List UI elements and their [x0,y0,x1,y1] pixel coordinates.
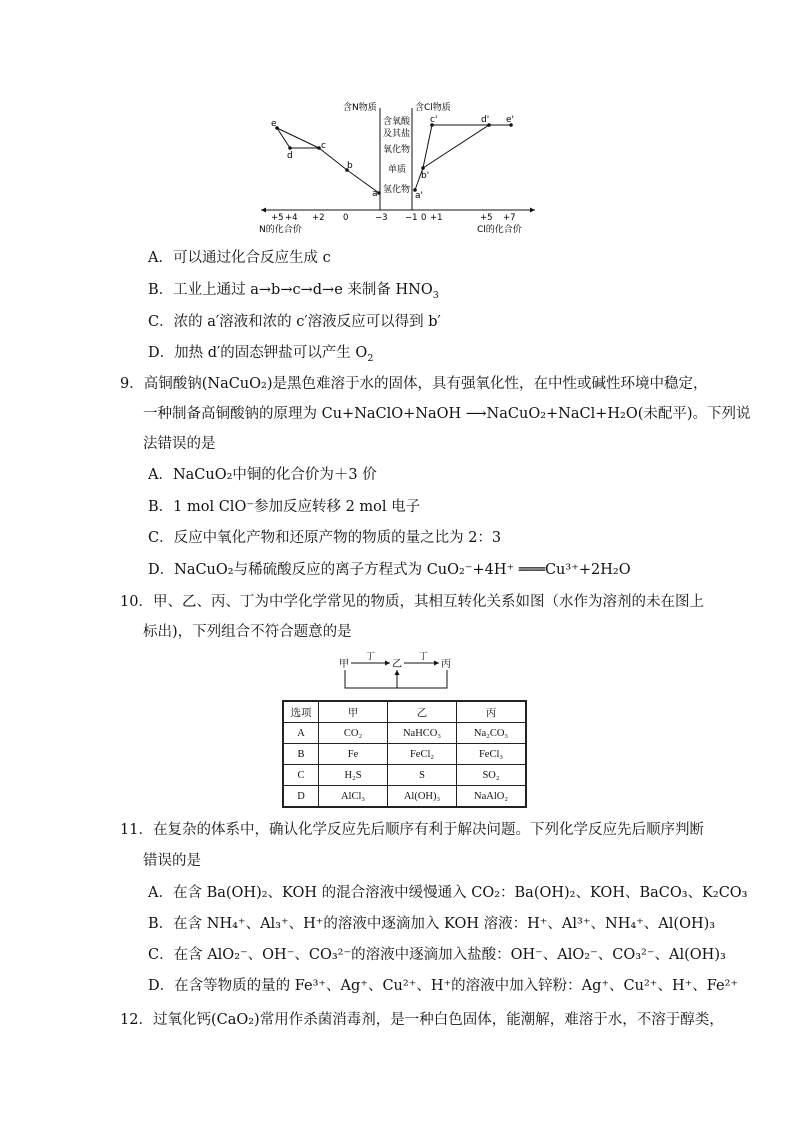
q9-option-d: D．NaCuO₂与稀硫酸反应的离子方程式为 CuO₂⁻+4H⁺ ═══Cu³⁺+2H₂O [148,562,631,578]
q9-stem-line2: 一种制备高铜酸钠的原理为 Cu+NaClO+NaOH ⟶NaCuO₂+NaCl+H₂O(未配平)。下列说 [143,406,751,422]
tick-cl-minus1: −1 [405,213,418,223]
flow-reagent-1: 丁 [366,652,376,662]
n-triangle-edc [277,128,319,148]
label-b-prime: b' [421,171,430,181]
axis-left-arrow [261,208,266,213]
q11-stem-line2: 错误的是 [143,853,201,869]
valence-class-diagram [255,98,545,238]
table-row [283,744,526,765]
band-label-oxyacid: 含氧酸 [383,117,411,127]
table-cell: NaAlO₂ [457,786,527,808]
conversion-flow-diagram [335,650,460,695]
q9-stem-line1: 9．高铜酸钠(NaCuO₂)是黑色难溶于水的固体，具有强氧化性，在中性或碱性环境中稳定， [120,376,708,392]
table-cell: Al(OH)₃ [388,786,457,808]
cl-header: 含Cl物质 [415,103,451,113]
band-label-element: 单质 [388,165,407,175]
table-cell: A [283,723,319,744]
cl-axis-label: Cl的化合价 [477,225,522,235]
table-cell: NaHCO₃ [388,723,457,744]
point-a [377,191,381,195]
q11-option-a: A．在含 Ba(OH)₂、KOH 的混合溶液中缓慢通入 CO₂：Ba(OH)₂、KOH、BaCO₃、K₂CO₃ [148,885,748,901]
q8-option-d-text: D．加热 d′的固态钾盐可以产生 O [148,345,368,361]
n-header: 含N物质 [343,103,377,113]
tick-cl-plus7: +7 [503,213,516,223]
table-header-cell: 丙 [457,701,527,723]
flow-node-c: 丙 [441,659,451,670]
label-e-prime: e' [506,115,515,125]
q8-option-d [148,343,373,363]
band-label-oxide: 氧化物 [383,145,411,155]
table-cell: H₂S [319,765,388,786]
cl-line-bd [423,125,489,168]
label-e: e [271,119,277,129]
tick-n-minus3: −3 [375,213,388,223]
table-cell: AlCl₃ [319,786,388,808]
table-cell: S [388,765,457,786]
tick-cl-plus5: +5 [480,213,493,223]
tick-cl-zero: 0 [421,213,427,223]
q8-option-b-sub: 3 [432,289,439,301]
q9-stem-line3: 法错误的是 [143,436,216,452]
point-b-prime [421,166,425,170]
label-c: c [321,141,326,151]
q9-option-b: B．1 mol ClO⁻参加反应转移 2 mol 电子 [148,499,421,515]
table-cell: Na₂CO₃ [457,723,527,744]
q8-option-a: A．可以通过化合反应生成 c [148,250,331,266]
flow-node-a: 甲 [339,659,349,670]
q8-option-b-text: B．工业上通过 a→b→c→d→e 来制备 HNO [148,282,433,298]
band-label-hydride: 氢化物 [383,185,411,195]
q8-option-b [148,280,439,300]
flow-node-b: 乙 [392,659,402,670]
table-cell: FeCl₃ [457,744,527,765]
tick-cl-plus1: +1 [430,213,443,223]
q11-stem-line1: 11．在复杂的体系中，确认化学反应先后顺序有利于解决问题。下列化学反应先后顺序判断 [120,822,704,838]
table-cell: Fe [319,744,388,765]
q12-stem-line1: 12．过氧化钙(CaO₂)常用作杀菌消毒剂，是一种白色固体，能潮解，难溶于水，不溶于醇类， [120,1012,724,1028]
table-cell: FeCl₂ [388,744,457,765]
tick-n-plus5: +5 [271,213,284,223]
n-ticks [271,213,388,223]
label-a-prime: a' [415,191,423,201]
cl-ticks [405,213,516,223]
q8-option-d-sub: 2 [367,352,374,364]
table-cell: D [283,786,319,808]
axis-right-arrow [530,208,535,213]
label-d: d [287,151,293,161]
label-c-prime: c' [430,115,438,125]
q10-stem-line2: 标出)，下列组合不符合题意的是 [143,624,352,640]
table-header-cell: 选项 [283,701,319,723]
table-header-cell: 甲 [319,701,388,723]
band-label-salt: 及其盐 [383,129,411,139]
table-header-cell: 乙 [388,701,457,723]
label-b: b [347,161,353,171]
table-cell: C [283,765,319,786]
table-row [283,765,526,786]
q11-option-b: B．在含 NH₄⁺、Al₃⁺、H⁺的溶液中逐滴加入 KOH 溶液：H⁺、Al³⁺、NH₄⁺、Al(OH)₃ [148,916,716,932]
table-row [283,786,526,808]
q8-option-c: C．浓的 a′溶液和浓的 c′溶液反应可以得到 b′ [148,314,441,330]
q10-options-table [282,700,527,808]
tick-n-plus2: +2 [312,213,325,223]
table-header-row [283,701,526,723]
q11-option-d: D．在含等物质的量的 Fe³⁺、Ag⁺、Cu²⁺、H⁺的溶液中加入锌粉：Ag⁺、Cu²⁺、H⁺、Fe²⁺ [148,978,739,994]
label-a: a [372,189,378,199]
table-cell: B [283,744,319,765]
q9-option-a: A．NaCuO₂中铜的化合价为＋3 价 [148,467,377,483]
q10-stem-line1: 10．甲、乙、丙、丁为中学化学常见的物质，其相互转化关系如图（水作为溶剂的未在图上 [120,594,704,610]
flow-reagent-2: 丁 [419,652,429,662]
q9-option-c: C．反应中氧化产物和还原产物的物质的量之比为 2：3 [148,530,502,546]
tick-n-zero: 0 [343,213,349,223]
table-cell: SO₂ [457,765,527,786]
n-axis-label: N的化合价 [259,225,302,235]
table-row [283,723,526,744]
point-d [288,146,292,150]
q11-option-c: C．在含 AlO₂⁻、OH⁻、CO₃²⁻的溶液中逐滴加入盐酸：OH⁻、AlO₂⁻、CO₃²⁻、Al(OH)₃ [148,947,726,963]
label-d-prime: d' [481,115,490,125]
tick-n-plus4: +4 [285,213,298,223]
table-cell: CO₂ [319,723,388,744]
